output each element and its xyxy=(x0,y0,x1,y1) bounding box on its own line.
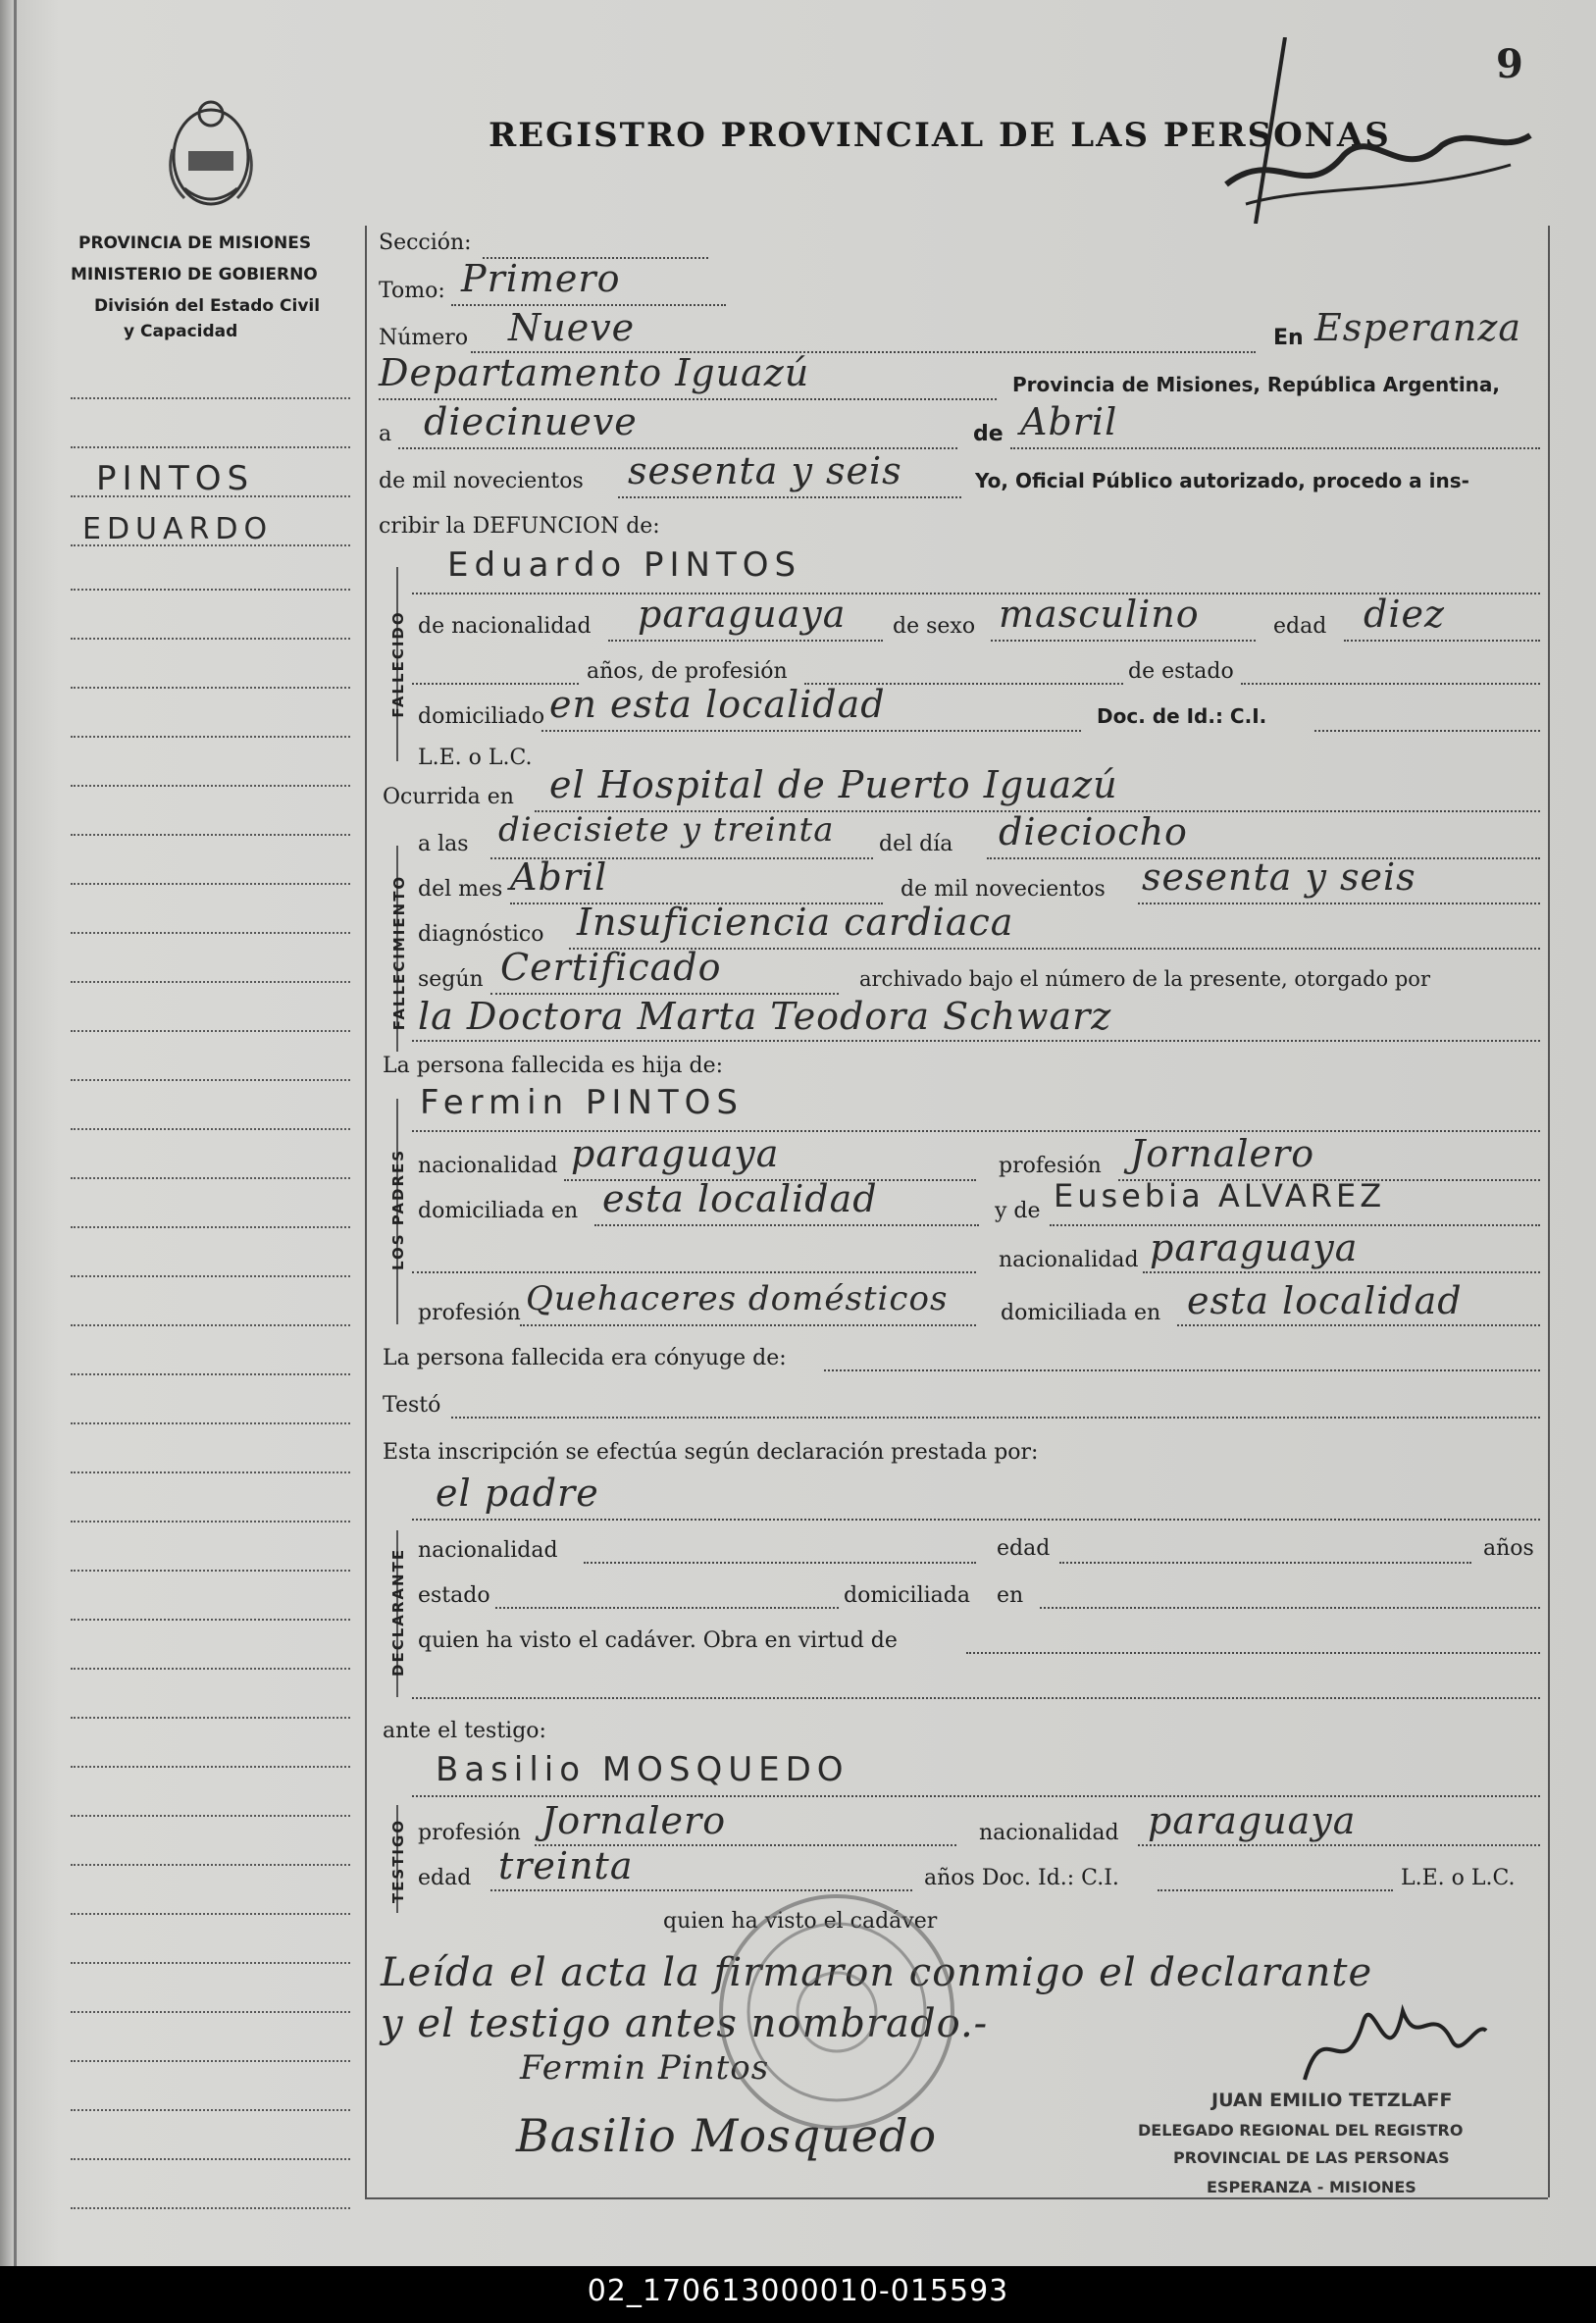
fallecido-estado-label: de estado xyxy=(1128,659,1234,684)
margin-given-name: EDUARDO xyxy=(82,512,274,546)
fallecido-doc-label: Doc. de Id.: C.I. xyxy=(1097,704,1267,728)
registrar-signature-icon xyxy=(1295,1991,1491,2099)
declarante-estado-label: estado xyxy=(418,1583,490,1608)
hora-label: a las xyxy=(418,832,469,856)
testigo-edad-label: edad xyxy=(418,1866,472,1890)
madre-name: Eusebia ALVAREZ xyxy=(1054,1177,1386,1214)
testigo-anios-label: años Doc. Id.: C.I. xyxy=(924,1866,1119,1890)
en-label: En xyxy=(1273,326,1304,350)
section-fallecido: FALLECIDO xyxy=(389,610,407,718)
declarante-domiciliada-label: domiciliada xyxy=(844,1583,970,1608)
padre-profesion-value: Jornalero xyxy=(1130,1132,1315,1175)
fallecimiento-mes-label: del mes xyxy=(418,877,503,902)
fallecimiento-anio-value: sesenta y seis xyxy=(1142,855,1416,899)
ocurrida-value: el Hospital de Puerto Iguazú xyxy=(549,763,1118,806)
padre-name: Fermin PINTOS xyxy=(420,1083,744,1122)
padre-nacionalidad-label: nacionalidad xyxy=(418,1154,558,1178)
testigo-edad-value: treinta xyxy=(498,1844,634,1887)
medico-value: la Doctora Marta Teodora Schwarz xyxy=(418,995,1112,1038)
yde-label: y de xyxy=(995,1199,1041,1223)
section-padres: LOS PADRES xyxy=(389,1148,407,1270)
madre-profesion-label: profesión xyxy=(418,1301,521,1325)
declarante-name: el padre xyxy=(436,1471,599,1515)
fallecido-le-label: L.E. o L.C. xyxy=(418,746,533,770)
fallecido-domicilio-value: en esta localidad xyxy=(549,683,886,726)
stamp-title: DELEGADO REGIONAL DEL REGISTRO xyxy=(1138,2121,1464,2140)
hija-label: La persona fallecida es hija de: xyxy=(383,1054,724,1078)
anio-value: sesenta y seis xyxy=(628,449,902,492)
declarante-nacionalidad-label: nacionalidad xyxy=(418,1538,558,1563)
segun-label: según xyxy=(418,967,484,992)
diagnostico-value: Insuficiencia cardiaca xyxy=(577,901,1014,944)
fallecido-domicilio-label: domiciliado xyxy=(418,704,545,729)
madre-domicilio-label: domiciliada en xyxy=(1001,1301,1161,1325)
declarante-en-label: en xyxy=(997,1583,1024,1608)
page-number: 9 xyxy=(1496,41,1523,87)
capacity-label: y Capacidad xyxy=(124,322,238,341)
testigo-profesion-label: profesión xyxy=(418,1821,521,1845)
testigo-visto-label: quien ha visto el cadáver xyxy=(663,1909,938,1934)
page-title: REGISTRO PROVINCIAL DE LAS PERSONAS xyxy=(489,116,1391,155)
section-fallecimiento: FALLECIMIENTO xyxy=(390,874,408,1031)
numero-label: Número xyxy=(379,326,469,350)
segun-value: Certificado xyxy=(500,946,722,989)
fallecido-edad-value: diez xyxy=(1364,593,1445,636)
right-frame-line xyxy=(1548,226,1550,2197)
mes-value: Abril xyxy=(1020,400,1118,443)
provincia-label: Provincia de Misiones, República Argentina, xyxy=(1012,373,1501,396)
diagnostico-label: diagnóstico xyxy=(418,922,544,947)
testigo-nacionalidad-label: nacionalidad xyxy=(979,1821,1119,1845)
tomo-label: Tomo: xyxy=(379,279,445,303)
section-declarante: DECLARANTE xyxy=(389,1547,407,1677)
testigo-ante-label: ante el testigo: xyxy=(383,1719,546,1743)
inscribir-label: cribir la DEFUNCION de: xyxy=(379,514,660,539)
oficial-label: Yo, Oficial Público autorizado, procedo a ins- xyxy=(975,469,1469,492)
fallecido-name: Eduardo PINTOS xyxy=(447,545,802,585)
stamp-place: ESPERANZA - MISIONES xyxy=(1207,2178,1416,2196)
a-label: a xyxy=(379,422,392,446)
closing-line-2: y el testigo antes nombrado.- xyxy=(381,2001,989,2046)
declarante-visto-label: quien ha visto el cadáver. Obra en virtud de xyxy=(418,1628,898,1653)
testigo-profesion-value: Jornalero xyxy=(541,1799,727,1842)
coat-of-arms-icon xyxy=(165,90,257,212)
fallecido-sexo-label: de sexo xyxy=(893,614,976,639)
signature-testigo: Basilio Mosquedo xyxy=(516,2109,938,2162)
division-label: División del Estado Civil xyxy=(94,296,321,316)
de-label: de xyxy=(973,422,1004,446)
left-frame-line xyxy=(365,226,367,2197)
padre-nacionalidad-value: paraguaya xyxy=(571,1132,780,1175)
declaracion-label: Esta inscripción se efectúa según declaración prestada por: xyxy=(383,1440,1039,1465)
dia-label: del día xyxy=(879,832,953,856)
signature-padre: Fermin Pintos xyxy=(520,2048,770,2088)
testo-label: Testó xyxy=(383,1393,441,1418)
tomo-value: Primero xyxy=(461,257,621,300)
margin-surname: PINTOS xyxy=(96,459,255,498)
padre-domicilio-value: esta localidad xyxy=(602,1177,878,1220)
header-signature-icon xyxy=(1216,37,1540,224)
archivado-label: archivado bajo el número de la presente, otorgado por xyxy=(859,967,1430,991)
fallecimiento-mes-value: Abril xyxy=(510,855,608,899)
declarante-anios-label: años xyxy=(1483,1536,1534,1561)
stamp-title-2: PROVINCIAL DE LAS PERSONAS xyxy=(1173,2148,1450,2167)
testigo-le-label: L.E. o L.C. xyxy=(1401,1866,1516,1890)
footer-image-id: 02_170613000010-015593 xyxy=(587,2274,1009,2308)
departamento-value: Departamento Iguazú xyxy=(379,351,810,394)
seccion-label: Sección: xyxy=(379,231,472,255)
hora-value: diecisiete y treinta xyxy=(498,810,835,850)
fallecido-nacionalidad-label: de nacionalidad xyxy=(418,614,592,639)
fallecimiento-anio-label: de mil novecientos xyxy=(901,877,1106,902)
fallecido-nacionalidad-value: paraguaya xyxy=(638,593,847,636)
fallecido-anios-label: años, de profesión xyxy=(587,659,788,684)
ocurrida-label: Ocurrida en xyxy=(383,785,514,809)
padre-domicilio-label: domiciliada en xyxy=(418,1199,579,1223)
madre-nacionalidad-label: nacionalidad xyxy=(999,1248,1139,1272)
ministry-label: MINISTERIO DE GOBIERNO xyxy=(71,265,318,284)
anio-label: de mil novecientos xyxy=(379,469,584,493)
province-label: PROVINCIA DE MISIONES xyxy=(78,233,312,253)
dia-value: diecinueve xyxy=(424,400,638,443)
testigo-nacionalidad-value: paraguaya xyxy=(1148,1799,1357,1842)
dia-value: dieciocho xyxy=(999,810,1188,853)
testigo-name: Basilio MOSQUEDO xyxy=(436,1750,849,1789)
madre-profesion-value: Quehaceres domésticos xyxy=(526,1279,949,1318)
en-value: Esperanza xyxy=(1314,306,1522,349)
section-testigo: TESTIGO xyxy=(389,1818,407,1904)
conyuge-label: La persona fallecida era cónyuge de: xyxy=(383,1346,787,1370)
numero-value: Nueve xyxy=(508,306,636,349)
fallecido-sexo-value: masculino xyxy=(999,593,1200,636)
declarante-edad-label: edad xyxy=(997,1536,1051,1561)
stamp-name: JUAN EMILIO TETZLAFF xyxy=(1211,2090,1453,2111)
padre-profesion-label: profesión xyxy=(999,1154,1102,1178)
madre-domicilio-value: esta localidad xyxy=(1187,1279,1463,1322)
fallecido-edad-label: edad xyxy=(1273,614,1327,639)
closing-line-1: Leída el acta la firmaron conmigo el declarante xyxy=(381,1950,1373,1995)
madre-nacionalidad-value: paraguaya xyxy=(1150,1226,1359,1269)
official-seal-icon xyxy=(714,1889,959,2135)
